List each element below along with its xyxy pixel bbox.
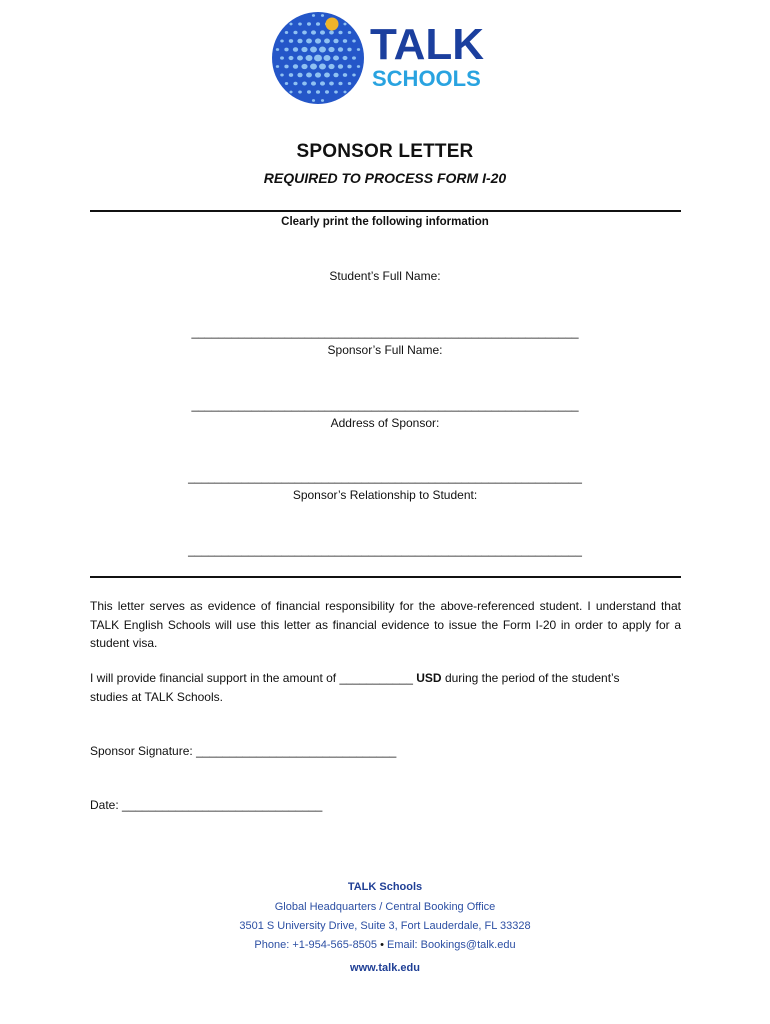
globe-dot [289, 91, 292, 94]
globe-dot [284, 65, 288, 69]
logo-text-talk: TALK [370, 20, 485, 69]
globe-dot [333, 55, 339, 60]
globe-dot [297, 55, 303, 60]
globe-dot [348, 31, 351, 34]
page-subtitle: REQUIRED TO PROCESS FORM I-20 [263, 170, 507, 186]
relationship-label: Sponsor’s Relationship to Student: [292, 488, 478, 502]
globe-dot [343, 23, 346, 26]
footer-office: Global Headquarters / Central Booking Office [274, 901, 496, 913]
globe-dot [289, 73, 293, 77]
globe-dot [320, 30, 325, 34]
globe-dot [298, 22, 302, 25]
globe-dot [276, 48, 279, 51]
globe-dot [321, 14, 324, 17]
globe-dot [324, 39, 330, 44]
globe-dot [329, 30, 334, 34]
amount-line[interactable]: ___________ [339, 671, 413, 685]
globe-dot [333, 73, 338, 77]
globe-dot [311, 81, 316, 85]
globe-dot [352, 74, 355, 77]
globe-dot [338, 31, 342, 35]
globe-dot [297, 39, 302, 43]
globe-dot [334, 90, 338, 93]
globe-dot [347, 65, 351, 69]
footer-company: TALK Schools [347, 881, 423, 893]
globe-dot [352, 40, 355, 43]
globe-dot [321, 99, 324, 102]
globe-dot [285, 82, 288, 85]
globe-dot [289, 23, 292, 26]
globe-dot [280, 74, 283, 77]
talk-schools-logo [262, 4, 506, 112]
globe-dot [352, 56, 356, 59]
globe-dot [329, 81, 334, 85]
sponsor-address-label: Address of Sponsor: [330, 416, 440, 430]
globe-dot [325, 90, 329, 93]
globe-dot [319, 47, 326, 53]
signature-label: Sponsor Signature: [90, 744, 193, 758]
globe-dot [285, 31, 288, 34]
amount-prefix: I will provide financial support in the amount of [90, 671, 337, 685]
globe-dot [289, 56, 294, 60]
globe-dot [297, 73, 302, 77]
globe-dot [301, 47, 307, 52]
globe-dot [324, 73, 330, 78]
signature-row [90, 744, 396, 758]
globe-dot [338, 64, 343, 68]
globe-dot [314, 55, 322, 62]
globe-dot [348, 82, 351, 85]
globe-dot [347, 48, 351, 52]
globe-dot [312, 14, 315, 17]
footer-phone: Phone: +1-954-565-8505 [254, 939, 378, 951]
globe-dot [320, 81, 325, 85]
globe-dot [319, 64, 326, 70]
globe-dot [315, 72, 321, 77]
logo-text-schools: SCHOOLS [372, 66, 481, 91]
globe-dot [315, 38, 321, 43]
globe-dot [307, 22, 311, 25]
globe-dot [302, 81, 307, 85]
sponsor-address-line[interactable]: ___________________________________________________________ [188, 470, 582, 484]
footer-website[interactable]: www.talk.edu [350, 962, 420, 974]
amount-line-2: studies at TALK Schools. [90, 690, 223, 704]
globe-dot [328, 64, 334, 69]
globe-dot [316, 90, 320, 94]
footer-email[interactable]: Email: Bookings@talk.edu [387, 939, 516, 951]
globe-accent-dot [326, 18, 339, 31]
date-line[interactable]: ______________________________ [122, 798, 323, 812]
globe-dot [280, 56, 284, 59]
signature-line[interactable]: ______________________________ [196, 744, 397, 758]
amount-sentence [90, 671, 690, 685]
student-name-line[interactable]: __________________________________________________________ [191, 325, 579, 339]
globe-dot [293, 64, 298, 68]
globe-dot [343, 91, 346, 94]
globe-dot [284, 48, 288, 52]
currency-label: USD [416, 671, 442, 685]
globe-dot [307, 90, 311, 93]
globe-dot [293, 31, 297, 35]
globe-dot [280, 40, 283, 43]
globe-dot [293, 82, 297, 86]
globe-dot [357, 48, 360, 51]
financial-responsibility-paragraph: This letter serves as evidence of financial responsibility for the above-referenced student. I understand that TALK English Schools will use this letter as financial evidence to issue the Form I-20 in order to apply for a student visa. [90, 599, 681, 650]
page-title: SPONSOR LETTER [296, 141, 474, 162]
footer-bullet: • [380, 939, 384, 951]
globe-dot [301, 64, 307, 69]
footer-address: 3501 S University Drive, Suite 3, Fort Lauderdale, FL 33328 [239, 920, 531, 932]
top-divider [90, 210, 681, 212]
globe-dot [328, 47, 334, 52]
relationship-line[interactable]: ___________________________________________________________ [188, 543, 582, 557]
globe-dot [293, 47, 298, 51]
globe-dot [312, 99, 315, 102]
footer-contact [0, 939, 770, 951]
globe-dot [310, 47, 317, 53]
globe-dot [343, 73, 347, 77]
date-label: Date: [90, 798, 119, 812]
globe-dot [338, 47, 343, 51]
globe-dot [310, 64, 317, 70]
globe-dot [333, 39, 338, 43]
globe-dot [276, 65, 279, 68]
globe-dot [343, 56, 348, 60]
student-name-label: Student’s Full Name: [329, 269, 441, 283]
sponsor-name-line[interactable]: __________________________________________________________ [191, 398, 579, 412]
instruction-text: Clearly print the following information [281, 216, 489, 228]
globe-dot [316, 22, 320, 26]
globe-dot [338, 82, 342, 86]
globe-dot [302, 30, 307, 34]
globe-dot [298, 90, 302, 93]
globe-dot [306, 39, 312, 44]
globe-dot [324, 55, 331, 61]
globe-dot [289, 39, 293, 43]
globe-dot [343, 39, 347, 43]
sponsor-name-label: Sponsor’s Full Name: [327, 343, 443, 357]
globe-dot [306, 73, 312, 78]
globe-dot [357, 65, 360, 68]
amount-suffix: during the period of the student’s [444, 671, 620, 685]
bottom-divider [90, 576, 681, 578]
globe-dot [311, 30, 316, 34]
date-row [90, 798, 322, 812]
globe-dot [306, 55, 313, 61]
